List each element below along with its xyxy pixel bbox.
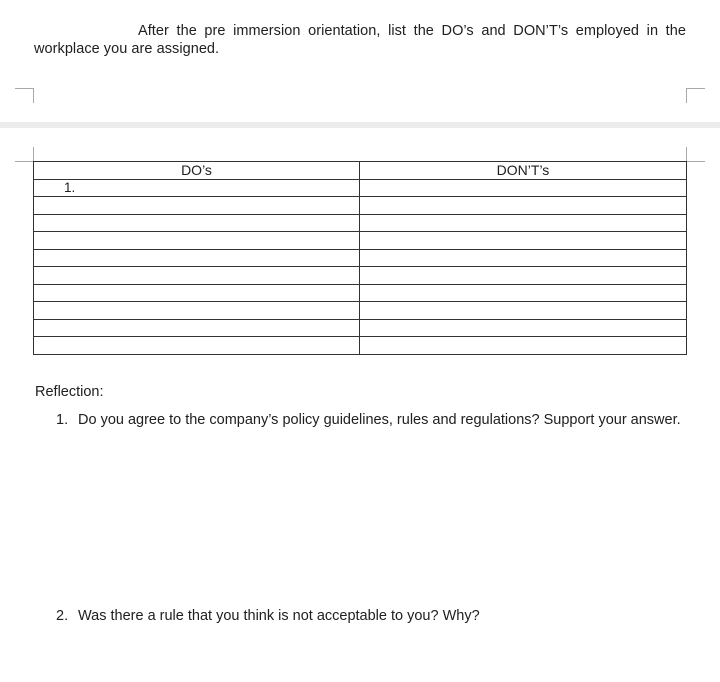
table-cell[interactable] (34, 302, 360, 320)
margin-corner-marker (686, 147, 705, 162)
question-number: 2. (56, 608, 69, 624)
margin-corner-marker (686, 88, 705, 103)
table-cell[interactable] (34, 267, 360, 285)
table-cell[interactable] (360, 232, 687, 250)
table-cell[interactable] (360, 267, 687, 285)
table-cell[interactable] (34, 284, 360, 302)
table-cell[interactable] (34, 319, 360, 337)
reflection-question (56, 412, 681, 428)
table-row (34, 284, 687, 302)
page-break (0, 122, 720, 128)
table-cell[interactable] (360, 284, 687, 302)
table-row (34, 232, 687, 250)
margin-corner-marker (15, 147, 34, 162)
table-cell[interactable] (360, 197, 687, 215)
dos-donts-table (33, 161, 687, 355)
table-cell[interactable] (34, 197, 360, 215)
question-text: Do you agree to the company’s policy guidelines, rules and regulations? Support your answer. (78, 412, 681, 428)
dos-column-header: DO’s (34, 162, 360, 180)
margin-corner-marker (15, 88, 34, 103)
table-row (34, 267, 687, 285)
reflection-heading: Reflection: (35, 384, 104, 400)
table-header-row (34, 162, 687, 180)
table-cell[interactable] (360, 179, 687, 197)
reflection-question (56, 608, 480, 624)
table-row (34, 319, 687, 337)
table-cell[interactable]: 1. (34, 179, 360, 197)
table-cell[interactable] (34, 214, 360, 232)
table-row (34, 302, 687, 320)
table-cell[interactable] (34, 249, 360, 267)
donts-column-header: DON’T’s (360, 162, 687, 180)
table-row (34, 179, 687, 197)
table-row (34, 337, 687, 355)
table-cell[interactable] (360, 249, 687, 267)
table-row (34, 197, 687, 215)
question-text: Was there a rule that you think is not acceptable to you? Why? (78, 608, 480, 624)
table-row (34, 249, 687, 267)
instructions-text: After the pre immersion orientation, list the DO’s and DON’T’s employed in the workplace you are assigned. (34, 22, 686, 57)
question-number: 1. (56, 412, 69, 428)
table-cell[interactable] (34, 232, 360, 250)
table-row (34, 214, 687, 232)
table-cell[interactable] (360, 214, 687, 232)
table-cell[interactable] (360, 337, 687, 355)
table-cell[interactable] (34, 337, 360, 355)
table-cell[interactable] (360, 319, 687, 337)
table-cell[interactable] (360, 302, 687, 320)
